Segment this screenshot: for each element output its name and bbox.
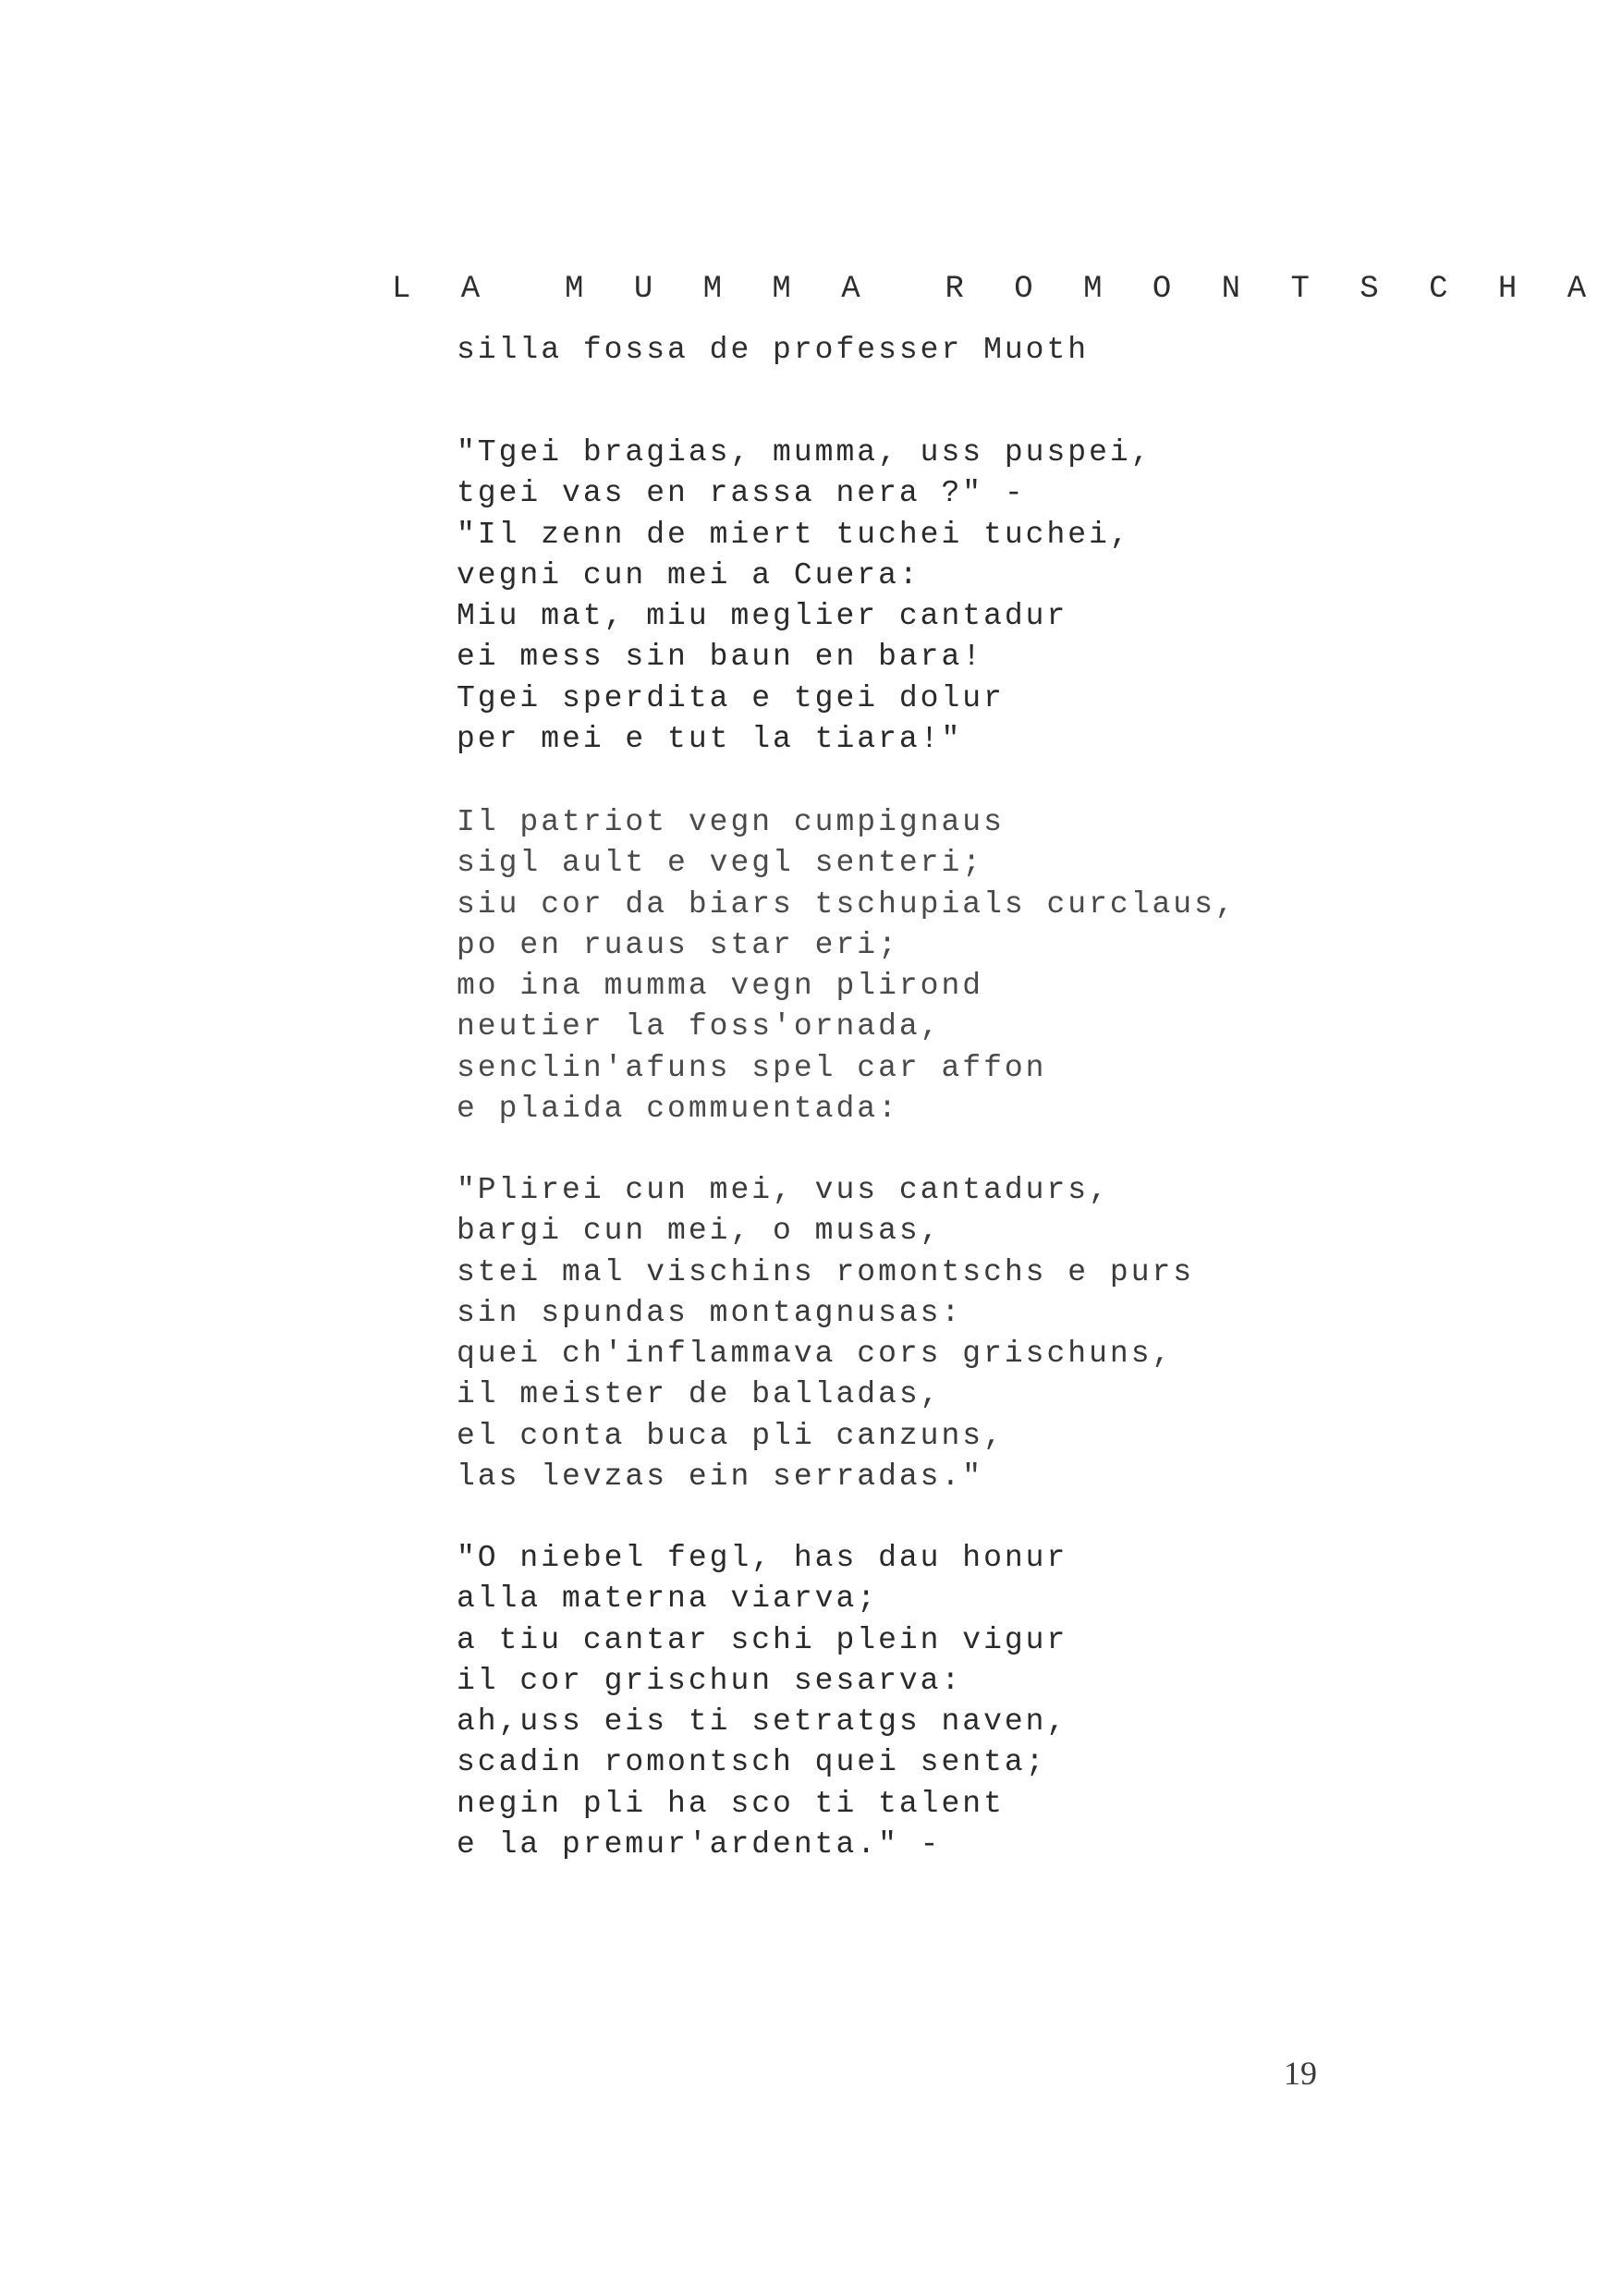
verse-line: scadin romontsch quei senta; (457, 1745, 1047, 1780)
verse-line: il meister de balladas, (457, 1377, 942, 1412)
stanza (457, 1538, 1067, 1865)
verse-line: "Plirei cun mei, vus cantadurs, (457, 1173, 1110, 1207)
verse-line: po en ruaus star eri; (457, 927, 899, 962)
verse-line: e la premur'ardenta." - (457, 1827, 942, 1862)
stanza (457, 433, 1153, 760)
verse-line: tgei vas en rassa nera ?" - (457, 476, 1026, 511)
verse-line: ah,uss eis ti setratgs naven, (457, 1704, 1068, 1740)
verse-line: ei mess sin baun en bara! (457, 640, 984, 675)
verse-line: las levzas ein serradas." (457, 1459, 984, 1495)
verse-line: negin pli ha sco ti talent (457, 1786, 1005, 1821)
verse-line: il cor grischun sesarva: (457, 1663, 963, 1698)
verse-line: siu cor da biars tschupials curclaus, (457, 886, 1237, 922)
verse-line: e plaida commuentada: (457, 1092, 899, 1127)
verse-line: per mei e tut la tiara!" (457, 722, 963, 757)
verse-line: el conta buca pli canzuns, (457, 1418, 1005, 1453)
verse-line: Miu mat, miu meglier cantadur (457, 599, 1068, 634)
verse-line: a tiu cantar schi plein vigur (457, 1622, 1068, 1657)
stanza (457, 802, 1237, 1130)
verse-line: senclin'afuns spel car affon (457, 1050, 1047, 1085)
verse-line: quei ch'inflammava cors grischuns, (457, 1337, 1174, 1372)
verse-line: alla materna viarva; (457, 1582, 879, 1617)
poem-subtitle: silla fossa de professer Muoth (457, 333, 1090, 367)
verse-line: Tgei sperdita e tgei dolur (457, 680, 1005, 715)
stanza (457, 1170, 1194, 1497)
verse-line: neutier la foss'ornada, (457, 1009, 942, 1044)
verse-line: mo ina mumma vegn plirond (457, 969, 984, 1004)
verse-line: stei mal vischins romontschs e purs (457, 1254, 1195, 1289)
verse-line: sigl ault e vegl senteri; (457, 846, 984, 881)
poem-title: L A M U M M A R O M O N T S C H A (392, 272, 1603, 307)
verse-line: "Il zenn de miert tuchei tuchei, (457, 517, 1131, 552)
verse-line: sin spundas montagnusas: (457, 1295, 963, 1330)
verse-line: vegni cun mei a Cuera: (457, 557, 921, 592)
verse-line: bargi cun mei, o musas, (457, 1214, 942, 1249)
verse-line: Il patriot vegn cumpignaus (457, 805, 1005, 839)
page-number: 19 (1284, 2055, 1317, 2092)
verse-line: "Tgei bragias, mumma, uss puspei, (457, 435, 1153, 470)
verse-line: "O niebel fegl, has dau honur (457, 1541, 1068, 1575)
